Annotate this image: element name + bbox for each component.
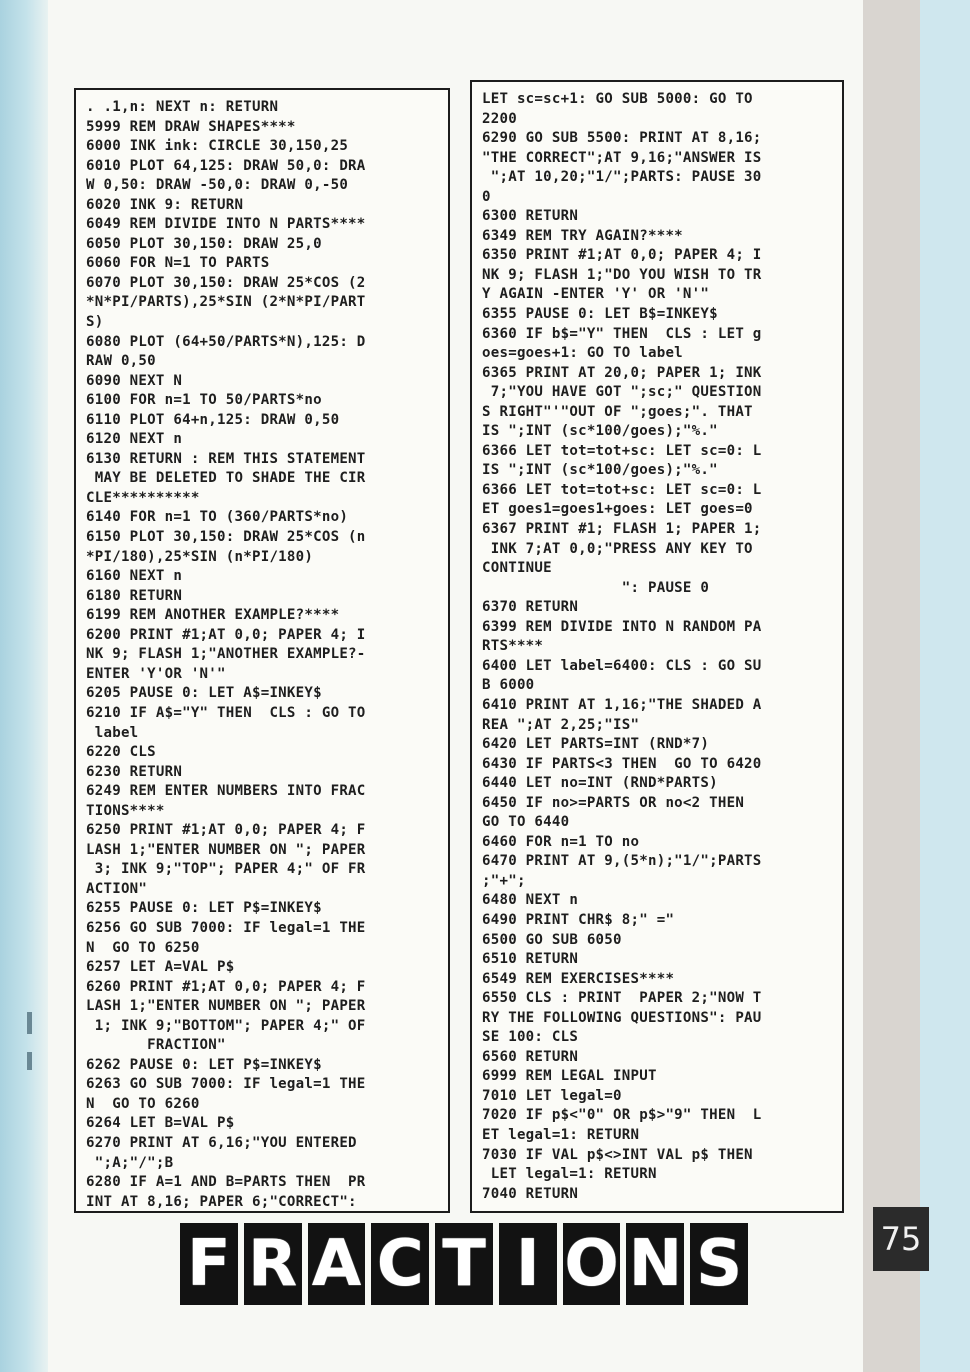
code-line: N GO TO 6250 — [86, 939, 200, 956]
code-line: 6370 RETURN — [482, 599, 579, 616]
code-line: 5999 REM DRAW SHAPES**** — [86, 118, 296, 135]
code-line: INK 7;AT 0,0;"PRESS ANY KEY TO — [482, 540, 753, 557]
right-edge-strip — [920, 0, 970, 1372]
code-line: 6510 RETURN — [482, 951, 579, 968]
code-line: LASH 1;"ENTER NUMBER ON "; PAPER — [86, 841, 366, 858]
code-line: 7010 LET legal=0 — [482, 1087, 622, 1104]
code-line: 6480 NEXT n — [482, 892, 579, 909]
code-line: LET sc=sc+1: GO SUB 5000: GO TO — [482, 91, 753, 107]
code-line: 7040 RETURN — [482, 1185, 579, 1202]
code-line: TIONS**** — [86, 802, 165, 819]
code-line: 0 — [482, 188, 491, 205]
code-line: ACTION" — [86, 880, 148, 897]
fractions-banner — [180, 1223, 748, 1305]
code-line: 6256 GO SUB 7000: IF legal=1 THE — [86, 919, 366, 936]
code-line: 6100 FOR n=1 TO 50/PARTS*no — [86, 392, 322, 409]
code-line: 6470 PRINT AT 9,(5*n);"1/";PARTS — [482, 853, 762, 870]
code-line: S) — [86, 314, 104, 331]
code-line: *PI/180),25*SIN (n*PI/180) — [86, 548, 314, 565]
code-line: 6150 PLOT 30,150: DRAW 25*COS (n — [86, 529, 366, 546]
code-line: 6263 GO SUB 7000: IF legal=1 THE — [86, 1076, 366, 1093]
code-line: 6460 FOR n=1 TO no — [482, 833, 640, 850]
code-line: 6399 REM DIVIDE INTO N RANDOM PA — [482, 618, 762, 635]
code-line: "THE CORRECT";AT 9,16;"ANSWER IS — [482, 149, 762, 166]
code-line: 6260 PRINT #1;AT 0,0; PAPER 4; F — [86, 978, 366, 995]
code-line: 6270 PRINT AT 6,16;"YOU ENTERED — [86, 1134, 357, 1151]
banner-letter: O — [563, 1223, 621, 1305]
code-line: W 0,50: DRAW -50,0: DRAW 0,-50 — [86, 177, 349, 194]
code-line: 6410 PRINT AT 1,16;"THE SHADED A — [482, 696, 762, 713]
code-line: Y AGAIN -ENTER 'Y' OR 'N'" — [482, 286, 710, 303]
code-line: 6550 CLS : PRINT PAPER 2;"NOW T — [482, 990, 762, 1007]
code-line: 6500 GO SUB 6050 — [482, 931, 622, 948]
code-listing-left-column — [74, 88, 450, 1213]
code-line: INT AT 8,16; PAPER 6;"CORRECT": — [86, 1193, 357, 1210]
code-line: 6230 RETURN — [86, 763, 183, 780]
code-line: 2200 — [482, 110, 517, 127]
code-line: 6210 IF A$="Y" THEN CLS : GO TO — [86, 704, 366, 721]
code-line: 7;"YOU HAVE GOT ";sc;" QUESTION — [482, 384, 762, 401]
code-line: 6549 REM EXERCISES**** — [482, 970, 675, 987]
code-line: 6490 PRINT CHR$ 8;" =" — [482, 911, 675, 928]
code-line: CLE********** — [86, 489, 200, 506]
code-line: 6365 PRINT AT 20,0; PAPER 1; INK — [482, 364, 762, 381]
code-line: 6360 IF b$="Y" THEN CLS : LET g — [482, 325, 762, 342]
code-line: 6255 PAUSE 0: LET P$=INKEY$ — [86, 900, 322, 917]
code-line: 6280 IF A=1 AND B=PARTS THEN PR — [86, 1174, 366, 1191]
code-line: REA ";AT 2,25;"IS" — [482, 716, 640, 733]
code-line: 6400 LET label=6400: CLS : GO SU — [482, 657, 762, 674]
code-line: 6160 NEXT n — [86, 568, 183, 585]
code-line: B 6000 — [482, 677, 535, 694]
code-line: 6366 LET tot=tot+sc: LET sc=0: L — [482, 442, 762, 459]
code-line: 6010 PLOT 64,125: DRAW 50,0: DRA — [86, 157, 366, 174]
code-line: LET legal=1: RETURN — [482, 1166, 657, 1183]
code-line: 6050 PLOT 30,150: DRAW 25,0 — [86, 235, 322, 252]
code-line: 6060 FOR N=1 TO PARTS — [86, 255, 270, 272]
code-line: RY THE FOLLOWING QUESTIONS": PAU — [482, 1009, 762, 1026]
code-line: label — [86, 724, 139, 741]
code-line: 6070 PLOT 30,150: DRAW 25*COS (2 — [86, 274, 366, 291]
code-line: 6205 PAUSE 0: LET A$=INKEY$ — [86, 685, 322, 702]
margin-mark — [27, 1012, 32, 1034]
code-line: ;"+"; — [482, 872, 526, 889]
code-line: 6366 LET tot=tot+sc: LET sc=0: L — [482, 481, 762, 498]
code-line: 6349 REM TRY AGAIN?**** — [482, 227, 683, 244]
code-line: FRACTION" — [86, 1037, 226, 1054]
code-line: RAW 0,50 — [86, 353, 156, 370]
code-line: 6250 PRINT #1;AT 0,0; PAPER 4; F — [86, 822, 366, 839]
code-line: . .1,n: NEXT n: RETURN — [86, 99, 279, 115]
banner-letter: A — [308, 1223, 366, 1305]
code-line: 6350 PRINT #1;AT 0,0; PAPER 4; I — [482, 247, 762, 264]
code-listing-right-column — [470, 80, 844, 1213]
code-line: 6999 REM LEGAL INPUT — [482, 1068, 657, 1085]
code-line: 6367 PRINT #1; FLASH 1; PAPER 1; — [482, 521, 762, 538]
right-edge-band — [863, 0, 970, 1372]
banner-letter: I — [499, 1223, 557, 1305]
code-line: 6020 INK 9: RETURN — [86, 196, 244, 213]
code-line: 6000 INK ink: CIRCLE 30,150,25 — [86, 138, 349, 155]
code-line: 1; INK 9;"BOTTOM"; PAPER 4;" OF — [86, 1017, 366, 1034]
code-line: IS ";INT (sc*100/goes);"%." — [482, 462, 718, 479]
code-line: 6220 CLS — [86, 744, 156, 761]
code-line: 6110 PLOT 64+n,125: DRAW 0,50 — [86, 411, 340, 428]
banner-letter: F — [180, 1223, 238, 1305]
code-line: 6120 NEXT n — [86, 431, 183, 448]
banner-letter: C — [371, 1223, 429, 1305]
code-line: IS ";INT (sc*100/goes);"%." — [482, 423, 718, 440]
code-line: LASH 1;"ENTER NUMBER ON "; PAPER — [86, 998, 366, 1015]
code-line: ": PAUSE 0 — [482, 579, 710, 596]
banner-letter: R — [244, 1223, 302, 1305]
code-line: SE 100: CLS — [482, 1029, 579, 1046]
code-line: 6300 RETURN — [482, 208, 579, 225]
code-line: N GO TO 6260 — [86, 1095, 200, 1112]
code-line: MAY BE DELETED TO SHADE THE CIR — [86, 470, 366, 487]
code-line: 6290 GO SUB 5500: PRINT AT 8,16; — [482, 130, 762, 147]
banner-letter: S — [690, 1223, 748, 1305]
code-line: 6200 PRINT #1;AT 0,0; PAPER 4; I — [86, 626, 366, 643]
code-line: 3; INK 9;"TOP"; PAPER 4;" OF FR — [86, 861, 366, 878]
code-line: GO TO 6440 — [482, 814, 570, 831]
code-line: 6264 LET B=VAL P$ — [86, 1115, 235, 1132]
code-line: 6249 REM ENTER NUMBERS INTO FRAC — [86, 783, 366, 800]
code-line: 7030 IF VAL p$<>INT VAL p$ THEN — [482, 1146, 753, 1163]
code-line: 6199 REM ANOTHER EXAMPLE?**** — [86, 607, 340, 624]
code-line: 6130 RETURN : REM THIS STATEMENT — [86, 450, 366, 467]
banner-letter: N — [626, 1223, 684, 1305]
code-line: oes=goes+1: GO TO label — [482, 345, 683, 362]
code-line: 6257 LET A=VAL P$ — [86, 959, 235, 976]
code-line: 6450 IF no>=PARTS OR no<2 THEN — [482, 794, 745, 811]
code-line: 6440 LET no=INT (RND*PARTS) — [482, 775, 718, 792]
code-line: ";A;"/";B — [86, 1154, 174, 1171]
code-line: 6080 PLOT (64+50/PARTS*N),125: D — [86, 333, 366, 350]
code-line: CONTINUE — [482, 560, 552, 577]
code-line: 6355 PAUSE 0: LET B$=INKEY$ — [482, 306, 718, 323]
code-line: S RIGHT"'"OUT OF ";goes;". THAT — [482, 403, 753, 420]
code-line: 6090 NEXT N — [86, 372, 183, 389]
code-line: 6049 REM DIVIDE INTO N PARTS**** — [86, 216, 366, 233]
code-line: NK 9; FLASH 1;"ANOTHER EXAMPLE?- — [86, 646, 366, 663]
margin-mark — [27, 1052, 32, 1070]
code-line: ET legal=1: RETURN — [482, 1126, 640, 1143]
code-line: 6180 RETURN — [86, 587, 183, 604]
code-line: 6420 LET PARTS=INT (RND*7) — [482, 736, 710, 753]
banner-letter: T — [435, 1223, 493, 1305]
code-line: 6560 RETURN — [482, 1048, 579, 1065]
code-line: 6140 FOR n=1 TO (360/PARTS*no) — [86, 509, 349, 526]
page-number: 75 — [873, 1207, 929, 1271]
code-line: ";AT 10,20;"1/";PARTS: PAUSE 30 — [482, 169, 762, 186]
code-line: 6262 PAUSE 0: LET P$=INKEY$ — [86, 1056, 322, 1073]
code-line: *N*PI/PARTS),25*SIN (2*N*PI/PART — [86, 294, 366, 311]
code-line: RTS**** — [482, 638, 544, 655]
code-line: NK 9; FLASH 1;"DO YOU WISH TO TR — [482, 266, 762, 283]
code-line: 7020 IF p$<"0" OR p$>"9" THEN L — [482, 1107, 762, 1124]
code-line: ENTER 'Y'OR 'N'" — [86, 665, 226, 682]
code-line: ET goes1=goes1+goes: LET goes=0 — [482, 501, 753, 518]
left-page-gutter — [0, 0, 48, 1372]
code-line: 6430 IF PARTS<3 THEN GO TO 6420 — [482, 755, 762, 772]
